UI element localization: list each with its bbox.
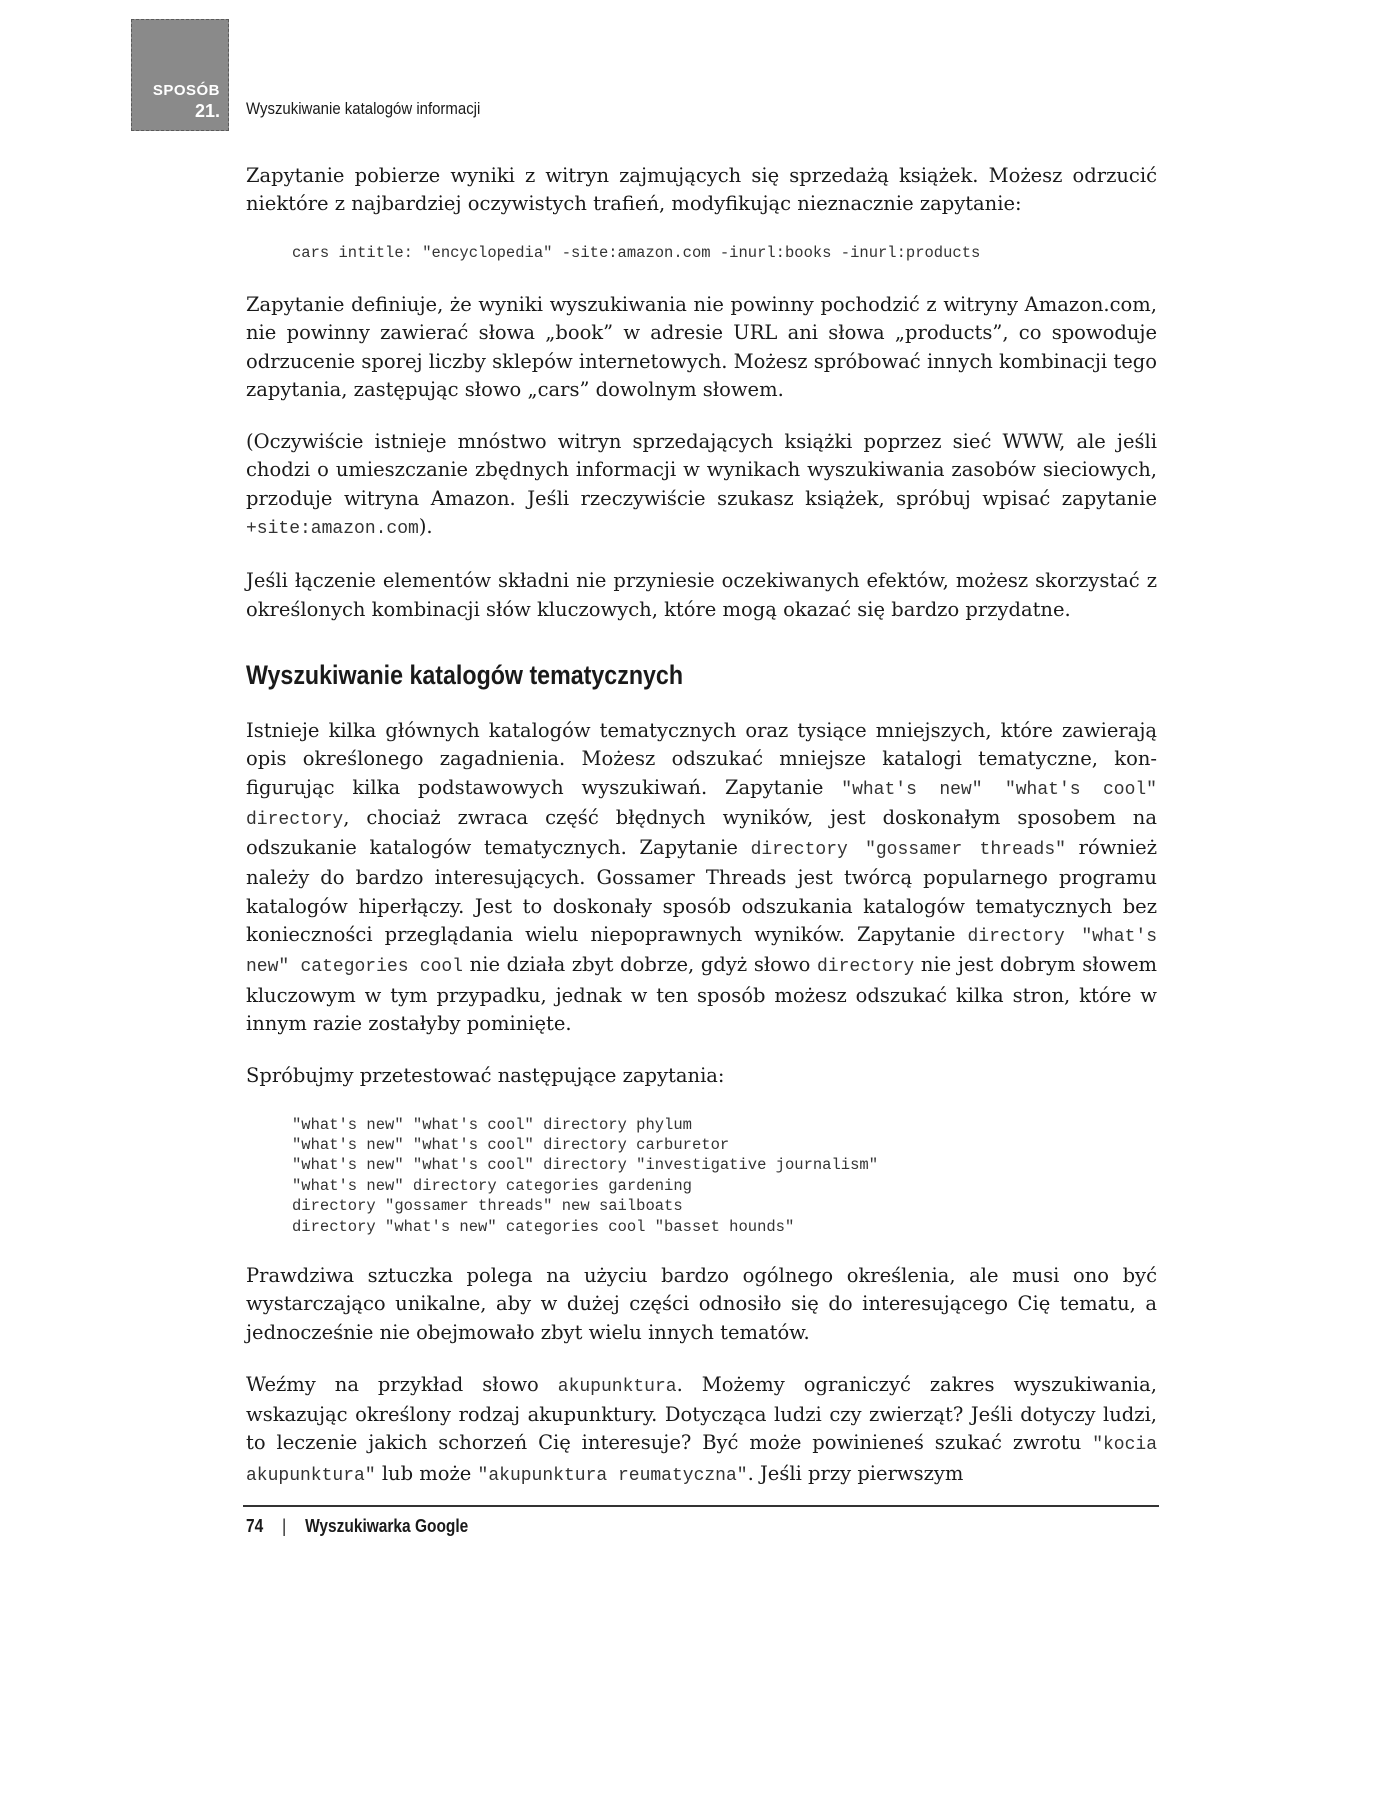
inline-code: akupunktura: [557, 1376, 677, 1397]
code-line: "what's new" directory categories gardening: [292, 1176, 692, 1195]
inline-code: "what's new" "what's cool" directory: [246, 779, 1157, 830]
paragraph-8-text-a: Weźmy na przykład słowo: [246, 1372, 558, 1396]
code-line: directory "what's new" categories cool "basset hounds": [292, 1217, 795, 1236]
page-footer: [246, 1516, 468, 1537]
paragraph-5-text-b: , chociaż zwraca część błędnych wyników, jest doskonałym sposobem na odszukanie katalogów tematycznych. Zapytanie: [246, 805, 1157, 860]
inline-code: directory "what's new" categories cool: [246, 927, 1157, 978]
inline-code: "kocia akupunktura": [246, 1435, 1157, 1486]
inline-code: directory "gossamer threads": [750, 840, 1066, 861]
paragraph-6: Spróbujmy przetestować następujące zapytania:: [246, 1064, 725, 1088]
section-heading: Wyszukiwanie katalogów tematycznych: [246, 659, 684, 690]
chapter-tab-label: SPOSÓB: [152, 82, 220, 99]
paragraph-5-text-c: również należy do bardzo interesujących. Gossamer Threads jest twórcą popularnego programu katalogów hiperłączy. Jest to doskonały sposób odszukania katalogów tematycznych bez konieczności przeglądania wielu niepoprawnych wyników. Zapytanie: [246, 836, 1157, 947]
paragraph-4: Jeśli łączenie elementów składni nie przyniesie oczekiwanych efektów, możesz skorzystać z określonych kombinacji słów kluczowych, które mogą okazać się bardzo przydatne.: [246, 569, 1157, 621]
footer-separator: |: [282, 1516, 287, 1536]
page-number: 74: [246, 1516, 264, 1536]
code-example-list: [292, 1115, 1157, 1237]
inline-code: "akupunktura reumatyczna": [477, 1465, 748, 1486]
paragraph-8-text-c: lub może: [375, 1461, 478, 1485]
code-example-1: cars intitle: "encyclopedia" -site:amazon.com -inurl:books -inurl:products: [292, 243, 981, 262]
paragraph-5: [246, 717, 1157, 1038]
paragraph-7: Prawdziwa sztuczka polega na użyciu bardzo ogólnego określenia, ale musi ono być wystarczająco unikalne, aby w dużej części odnosiło się do interesującego Cię tematu, a jednocześnie nie obejmowało zbyt wielu innych tematów.: [246, 1263, 1157, 1344]
chapter-tab-number: 21.: [194, 101, 220, 121]
paragraph-5-text-e: nie jest dobrym słowem kluczowym w tym przypadku, jednak w ten sposób możesz odszukać kilka stron, które w innym razie zostałyby pominięte.: [246, 953, 1157, 1035]
page-body: [246, 162, 1157, 1514]
code-line: "what's new" "what's cool" directory carburetor: [292, 1135, 730, 1154]
footer-rule: [243, 1505, 1159, 1507]
paragraph-5-text-a: Istnieje kilka głównych katalogów tematycznych oraz tysiące mniejszych, które zawierają opis określonego zagadnienia. Możesz odszukać mniejsze katalogi tematyczne, konfigurując kilka podstawowych wyszukiwań. Zapytanie: [246, 718, 1157, 799]
paragraph-8-text-d: . Jeśli przy pierwszym: [747, 1461, 964, 1485]
code-line: directory "gossamer threads" new sailboats: [292, 1197, 683, 1216]
paragraph-3-text-a: (Oczywiście istnieje mnóstwo witryn sprzedających książki poprzez sieć WWW, ale jeśli chodzi o umieszczanie zbędnych informacji w wynikach wyszukiwania zasobów sieciowych, przoduje witryna Amazon. Jeśli rzeczywiście szukasz książek, spróbuj wpisać zapytanie: [246, 430, 1157, 510]
book-title: Wyszukiwarka Google: [305, 1516, 469, 1536]
inline-code: +site:amazon.com: [246, 519, 419, 540]
paragraph-8-text-b: . Możemy ograniczyć zakres wyszukiwania, wskazując określony rodzaj akupunktury. Dotycząca ludzi czy zwierząt? Jeśli dotyczy ludzi, to leczenie jakich schorzeń Cię interesuje? Być może powinieneś szukać zwrotu: [246, 1372, 1157, 1455]
chapter-tab: [131, 19, 229, 131]
paragraph-3: [246, 428, 1157, 543]
code-line: "what's new" "what's cool" directory phylum: [292, 1115, 692, 1134]
paragraph-5-text-d: nie działa zbyt dobrze, gdyż słowo: [462, 953, 817, 977]
paragraph-8: [246, 1371, 1157, 1490]
inline-code: directory: [817, 957, 915, 978]
code-line: "what's new" "what's cool" directory "investigative journalism": [292, 1156, 878, 1175]
paragraph-2: Zapytanie definiuje, że wyniki wyszukiwania nie powinny pochodzić z witryny Amazon.com, nie powinny zawierać słowa „book” w adresie URL ani słowa „products”, co spowoduje odrzucenie sporej liczby sklepów internetowych. Możesz spróbować innych kombinacji tego zapytania, zastępując słowo „cars” dowolnym słowem.: [246, 293, 1157, 401]
paragraph-3-text-b: ).: [418, 515, 433, 539]
running-header-title: Wyszukiwanie katalogów informacji: [246, 99, 481, 118]
paragraph-1: Zapytanie pobierze wyniki z witryn zajmujących się sprzedażą książek. Możesz odrzucić niektóre z najbardziej oczywistych trafień, modyfikując nieznacznie zapytanie:: [246, 164, 1157, 216]
